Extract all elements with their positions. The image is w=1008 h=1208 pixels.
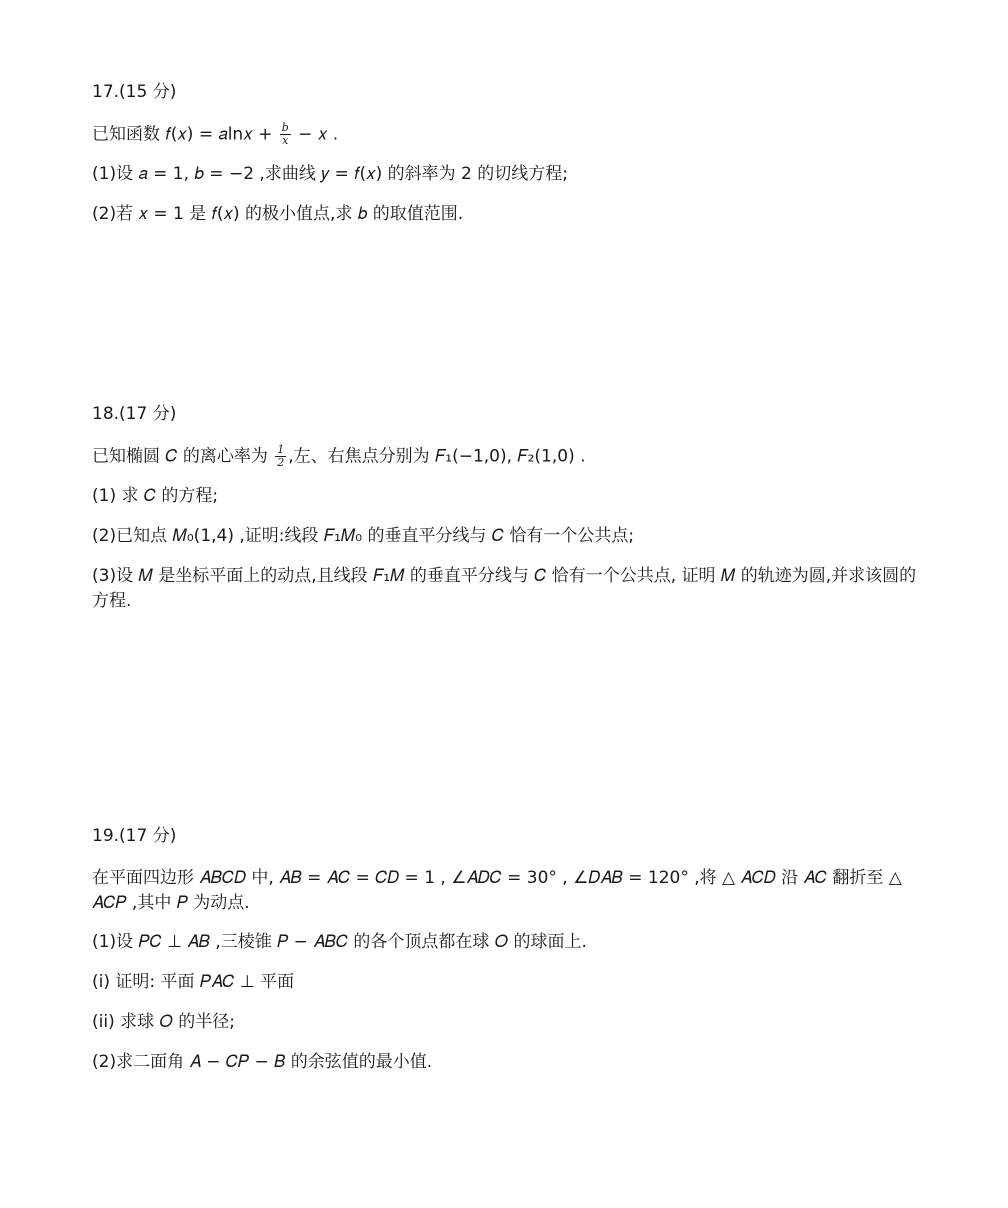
problem-19	[92, 822, 922, 1090]
sub-question: (3)设 𝑀 是坐标平面上的动点,且线段 𝐹₁𝑀 的垂直平分线与 𝐶 恰有一个公共点, 证明 𝑀 的轨迹为圆,并求该圆的方程.	[92, 566, 917, 611]
fraction	[275, 444, 286, 469]
problem-17	[92, 78, 922, 242]
problem-stem: 在平面四边形 𝐴𝐵𝐶𝐷 中, 𝐴𝐵 = 𝐴𝐶 = 𝐶𝐷 = 1 , ∠𝐴𝐷𝐶 = 30° , ∠𝐷𝐴𝐵 = 120° ,将 △ 𝐴𝐶𝐷 沿 𝐴𝐶 翻折至 △ 𝐴𝐶𝑃 ,其中 𝑃 为动点.	[92, 868, 902, 913]
sub-question: (2)已知点 𝑀₀(1,4) ,证明:线段 𝐹₁𝑀₀ 的垂直平分线与 𝐶 恰有一个公共点;	[92, 526, 635, 546]
stem-text: 已知函数 𝑓(𝑥) = 𝑎ln𝑥 +	[92, 124, 278, 145]
fraction-denominator: 𝑥	[282, 134, 289, 147]
sub-question: (ii) 求球 𝑂 的半径;	[92, 1012, 235, 1032]
fraction-denominator: 2	[277, 456, 285, 469]
problem-heading: 18.(17 分)	[92, 404, 177, 424]
fraction-numerator: 𝑏	[281, 121, 289, 134]
problem-heading: 19.(17 分)	[92, 826, 177, 846]
sub-question: (1)设 𝑃𝐶 ⊥ 𝐴𝐵 ,三棱锥 𝑃 − 𝐴𝐵𝐶 的各个顶点都在球 𝑂 的球面上.	[92, 932, 587, 952]
sub-question: (2)若 𝑥 = 1 是 𝑓(𝑥) 的极小值点,求 𝑏 的取值范围.	[92, 204, 464, 224]
fraction-numerator: 1	[277, 443, 285, 456]
stem-text: ,左、右焦点分别为 𝐹₁(−1,0), 𝐹₂(1,0) .	[288, 446, 586, 467]
problem-18	[92, 400, 922, 628]
sub-question: (1) 求 𝐶 的方程;	[92, 486, 219, 506]
fraction	[280, 122, 291, 147]
sub-question: (1)设 𝑎 = 1, 𝑏 = −2 ,求曲线 𝑦 = 𝑓(𝑥) 的斜率为 2 的切线方程;	[92, 164, 568, 184]
stem-text: − 𝑥 .	[292, 124, 339, 145]
sub-question: (i) 证明: 平面 𝑃𝐴𝐶 ⊥ 平面	[92, 972, 295, 992]
stem-text: 已知椭圆 𝐶 的离心率为	[92, 446, 274, 467]
sub-question: (2)求二面角 𝐴 − 𝐶𝑃 − 𝐵 的余弦值的最小值.	[92, 1052, 433, 1072]
problem-stem	[92, 122, 922, 148]
problem-heading: 17.(15 分)	[92, 82, 177, 102]
problem-stem	[92, 444, 922, 470]
